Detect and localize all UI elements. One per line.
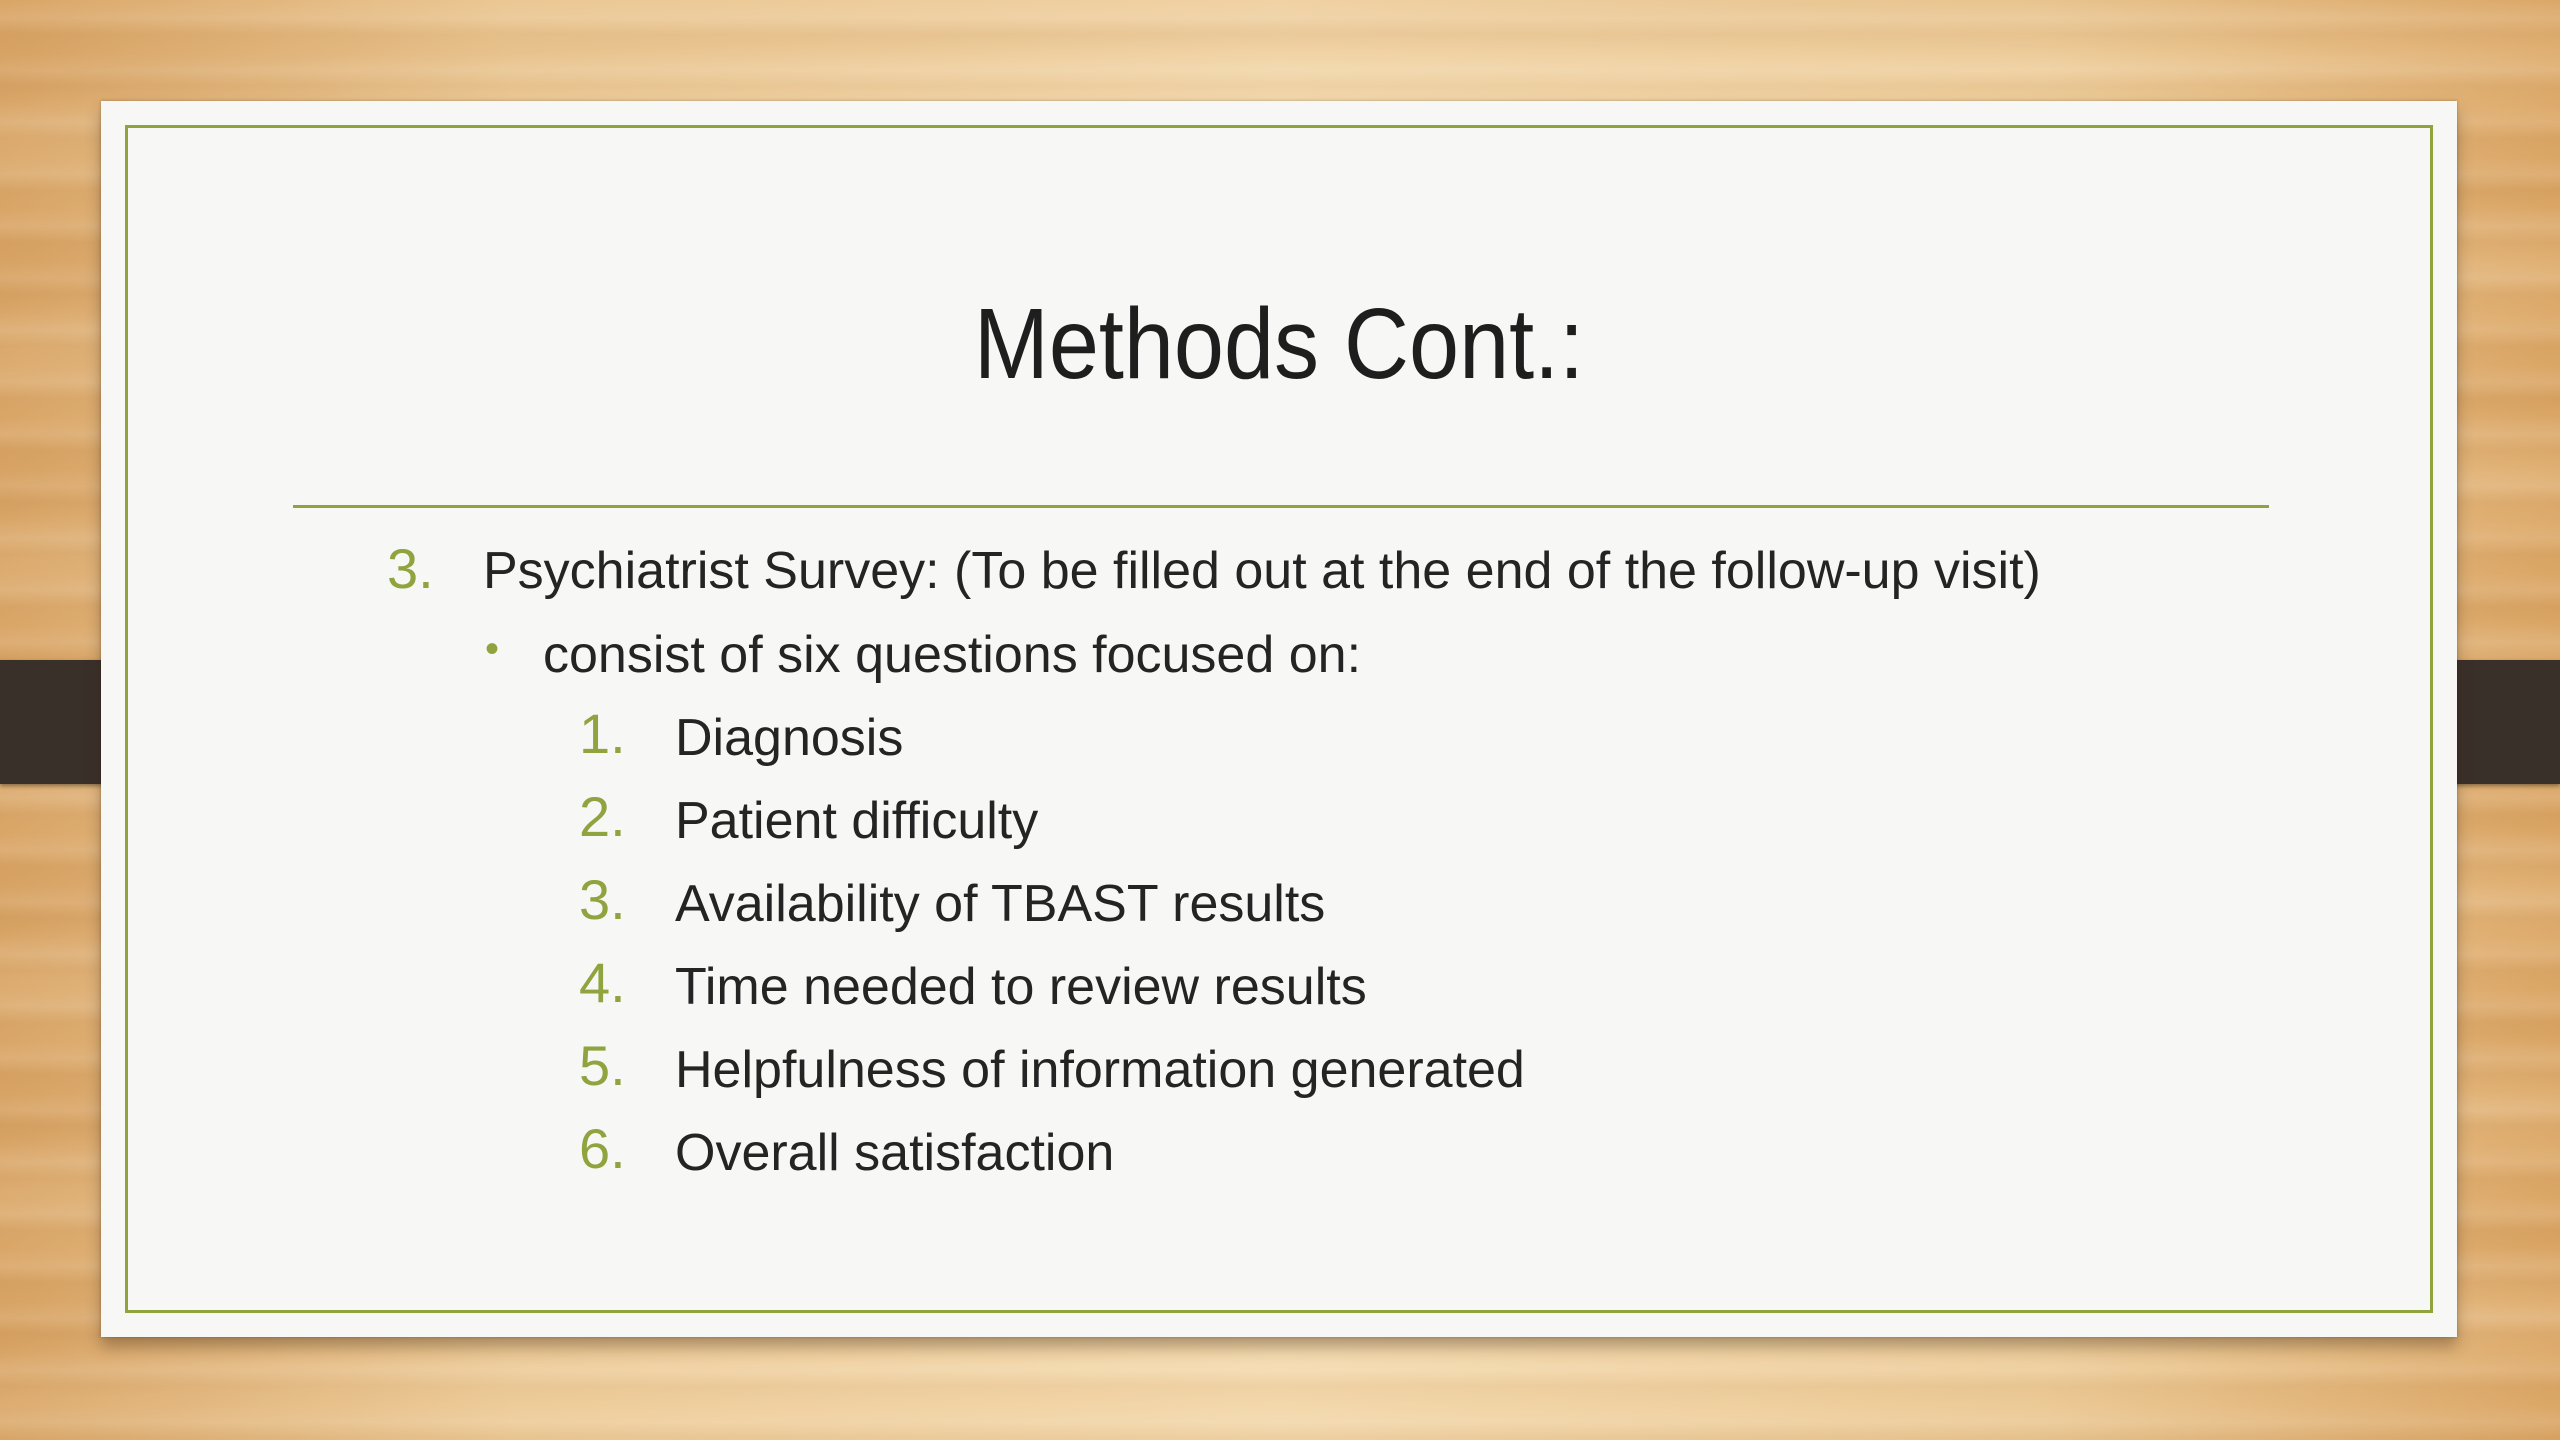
- question-number: 1.: [579, 702, 626, 765]
- question-text: Overall satisfaction: [675, 1124, 1115, 1182]
- question-number: 5.: [579, 1034, 626, 1097]
- question-number: 6.: [579, 1117, 626, 1180]
- list-item-text: Psychiatrist Survey: (To be filled out at the end of the follow-up visit): [483, 542, 2041, 600]
- question-text: Diagnosis: [675, 709, 904, 767]
- question-text: Availability of TBAST results: [675, 875, 1326, 933]
- title-divider: [293, 505, 2269, 508]
- bullet-icon: •: [485, 627, 500, 671]
- question-text: Patient difficulty: [675, 792, 1039, 850]
- slide: [101, 101, 2457, 1337]
- question-number: 4.: [579, 951, 626, 1014]
- question-number: 3.: [579, 868, 626, 931]
- slide-title: Methods Cont.:: [973, 288, 1585, 400]
- question-text: Time needed to review results: [675, 958, 1367, 1016]
- question-text: Helpfulness of information generated: [675, 1041, 1525, 1099]
- list-number: 3.: [387, 537, 434, 600]
- bullet-item-text: consist of six questions focused on:: [543, 626, 1362, 684]
- question-number: 2.: [579, 785, 626, 848]
